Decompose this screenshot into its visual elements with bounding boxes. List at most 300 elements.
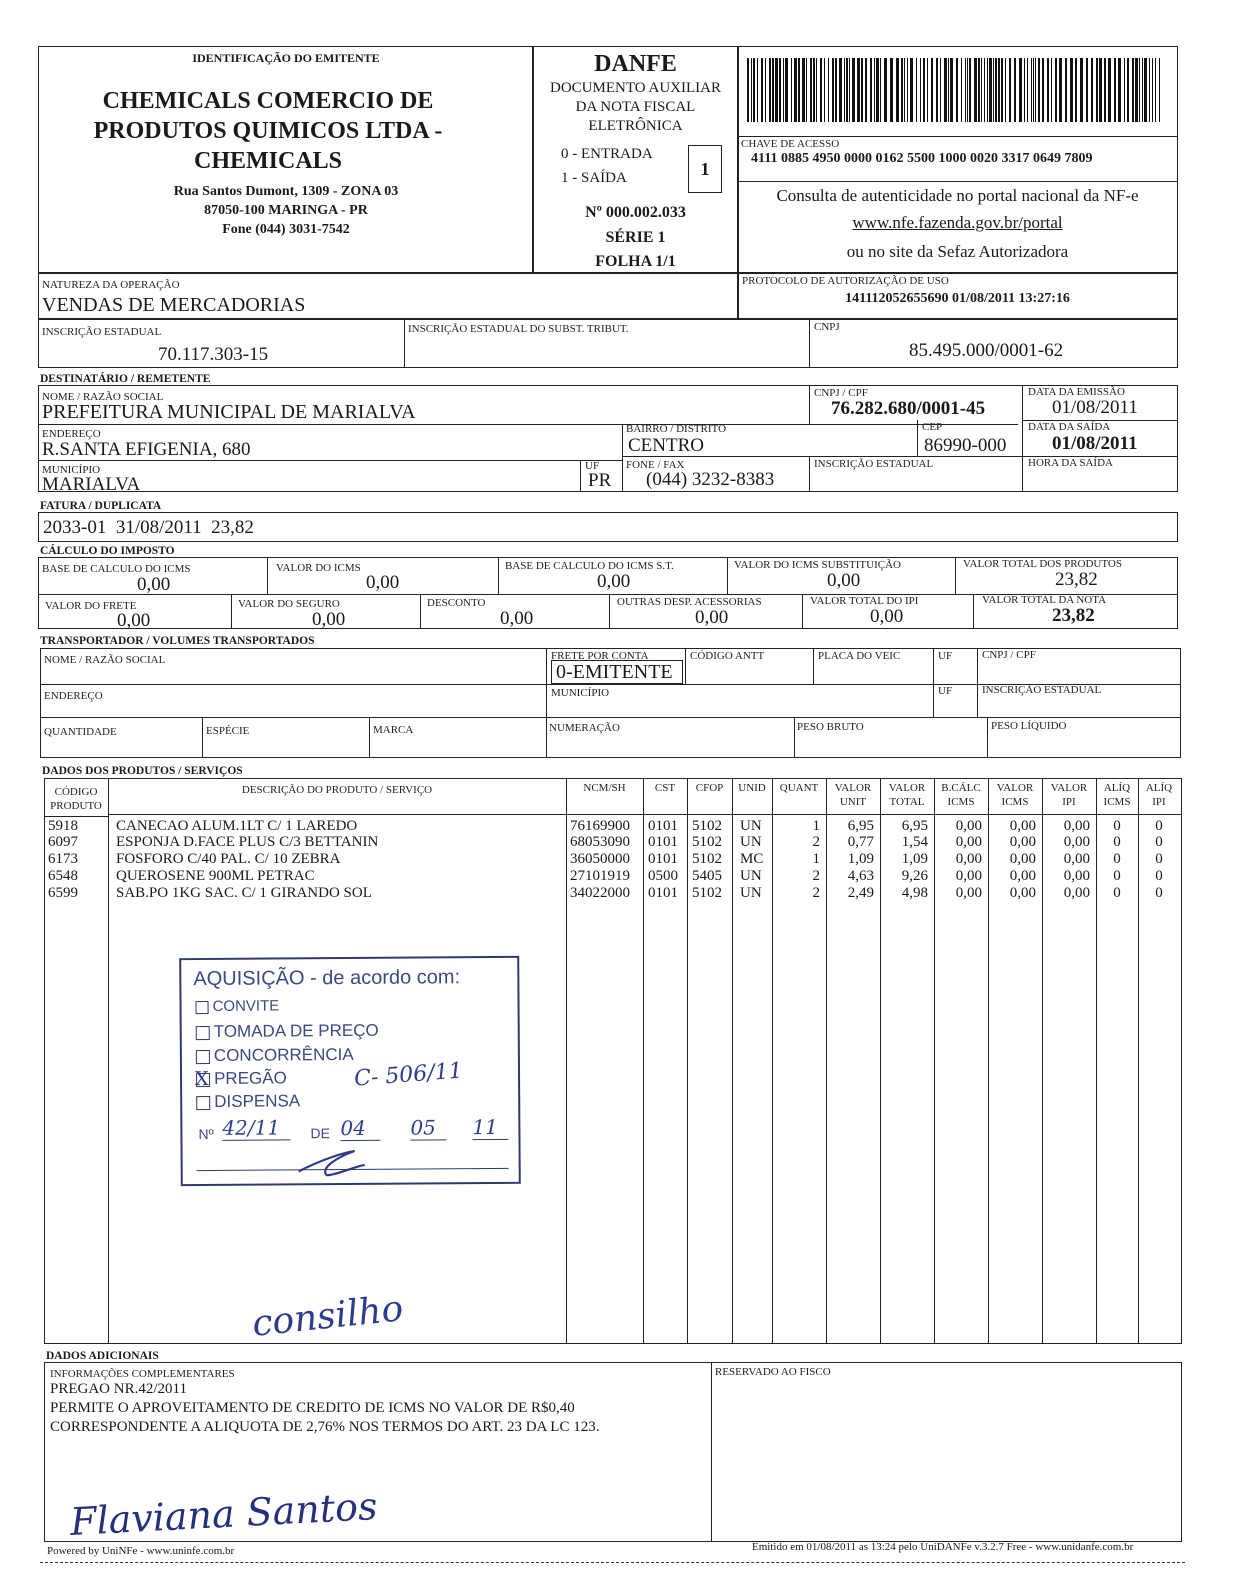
danfe-subtitle-line1: DOCUMENTO AUXILIAR — [550, 80, 721, 96]
col-vtotal-header-l2: TOTAL — [889, 796, 925, 808]
stamp-option-pregao-label: PREGÃO — [213, 1068, 287, 1088]
imposto-section-label: CÁLCULO DO IMPOSTO — [40, 545, 175, 557]
cell-vicms: 0,00 — [1009, 818, 1036, 834]
cell-vtotal: 9,26 — [901, 868, 928, 884]
cell-unid: UN — [740, 834, 762, 850]
barcode-bar — [1139, 58, 1140, 122]
cell-vicms: 0,00 — [1009, 851, 1036, 867]
dest-cep-value: 86990-000 — [924, 435, 1007, 456]
cell-aipi: 0 — [1155, 851, 1163, 867]
dest-municipio-value: MARIALVA — [42, 474, 141, 495]
cnpj-emitente-label: CNPJ — [814, 321, 840, 333]
barcode-bar — [907, 58, 908, 122]
protocolo-label: PROTOCOLO DE AUTORIZAÇÃO DE USO — [742, 275, 949, 287]
cell-codigo: 6548 — [48, 868, 78, 884]
barcode-bar — [923, 58, 925, 122]
info-line2: PERMITE O APROVEITAMENTO DE CREDITO DE ICMS NO VALOR DE R$0,40 — [50, 1400, 575, 1416]
barcode-bar — [944, 58, 947, 122]
cell-vipi: 0,00 — [1063, 818, 1090, 834]
dest-uf-value: PR — [588, 470, 612, 491]
barcode-bar — [998, 58, 1000, 122]
dest-ie-label: INSCRIÇÃO ESTADUAL — [814, 458, 934, 470]
cell-descricao: SAB.PO 1KG SAC. C/ 1 GIRANDO SOL — [116, 885, 372, 901]
protocolo-value: 141112052655690 01/08/2011 13:27:16 — [845, 291, 1070, 306]
barcode-bar — [1086, 58, 1088, 122]
frete-label: VALOR DO FRETE — [45, 600, 137, 612]
col-codigo-header-l1: CÓDIGO — [54, 786, 98, 798]
barcode-bar — [1118, 58, 1121, 122]
stamp-title: AQUISIÇÃO - de acordo com: — [193, 966, 461, 991]
barcode-bar — [967, 58, 968, 122]
barcode-bar — [852, 58, 855, 122]
barcode-bar — [865, 58, 867, 122]
dest-bairro-label: BAIRRO / DISTRITO — [626, 423, 727, 435]
danfe-saida-label: 1 - SAÍDA — [561, 170, 627, 186]
produtos-section-label: DADOS DOS PRODUTOS / SERVIÇOS — [42, 765, 243, 777]
barcode-bar — [791, 58, 792, 122]
barcode-bar — [824, 58, 825, 122]
cell-vtotal: 1,54 — [901, 834, 928, 850]
cell-aipi: 0 — [1155, 868, 1163, 884]
col-aicms-header-l1: ALÍQ — [1103, 782, 1131, 794]
barcode-bar — [950, 58, 953, 122]
barcode-bar — [1144, 58, 1147, 122]
dest-endereco-label: ENDEREÇO — [42, 428, 101, 440]
stamp-date-month: 05 — [410, 1115, 446, 1140]
barcode-bar — [751, 58, 752, 122]
consulta-portal-link[interactable]: www.nfe.fazenda.gov.br/portal — [852, 213, 1063, 232]
frete-value-frame — [551, 660, 683, 684]
barcode-bar — [839, 58, 842, 122]
barcode-bar — [874, 58, 875, 122]
cell-aicms: 0 — [1113, 834, 1121, 850]
col-descricao-header: DESCRIÇÃO DO PRODUTO / SERVIÇO — [241, 784, 433, 796]
transp-especie-label: ESPÉCIE — [206, 725, 250, 737]
dest-bairro-value: CENTRO — [628, 435, 704, 456]
cell-vicms: 0,00 — [1009, 834, 1036, 850]
transp-uf2-label: UF — [938, 685, 953, 697]
barcode-bar — [870, 58, 872, 122]
barcode-bar — [820, 58, 822, 122]
total-produtos-label: VALOR TOTAL DOS PRODUTOS — [963, 558, 1122, 570]
consulta-line1: Consulta de autenticidade no portal nacional da NF-e — [776, 186, 1139, 205]
barcode-bar — [1065, 58, 1067, 122]
barcode-bar — [974, 58, 977, 122]
transp-peso-bruto-label: PESO BRUTO — [797, 721, 864, 733]
barcode-bar — [984, 58, 985, 122]
emitente-name-line1: CHEMICALS COMERCIO DE — [102, 88, 434, 114]
stamp-option-convite — [195, 997, 279, 1015]
cell-unid: UN — [740, 818, 762, 834]
barcode-bar — [1132, 58, 1134, 122]
footer-cut-line — [40, 1562, 1185, 1563]
barcode-bar — [961, 58, 962, 122]
barcode-bar — [901, 58, 903, 122]
dest-hora-label: HORA DA SAÍDA — [1028, 457, 1113, 469]
emitente-name-line3: CHEMICALS — [193, 148, 343, 174]
cell-quant: 2 — [812, 834, 820, 850]
barcode-bar — [978, 58, 980, 122]
cell-aipi: 0 — [1155, 834, 1163, 850]
cell-vunit: 0,77 — [847, 834, 874, 850]
cell-bcalc: 0,00 — [955, 868, 982, 884]
cell-ncm: 34022000 — [570, 885, 630, 901]
seguro-label: VALOR DO SEGURO — [238, 598, 340, 610]
cell-aipi: 0 — [1155, 885, 1163, 901]
stamp-option-pregao — [196, 1068, 287, 1089]
barcode-bar — [993, 58, 994, 122]
barcode-bar — [761, 58, 763, 122]
transp-numeracao-label: NUMERAÇÃO — [549, 722, 620, 734]
col-vipi-header-l1: VALOR — [1050, 782, 1088, 794]
total-ipi-value: 0,00 — [870, 606, 904, 627]
transp-placa-label: PLACA DO VEIC — [818, 650, 901, 662]
barcode-bar — [1127, 58, 1129, 122]
emitente-section-label: IDENTIFICAÇÃO DO EMITENTE — [192, 51, 380, 65]
barcode-bar — [1091, 58, 1093, 122]
col-vicms-header-l1: VALOR — [996, 782, 1034, 794]
transp-ie-label: INSCRIÇÃO ESTADUAL — [982, 684, 1102, 696]
barcode-bar — [765, 58, 766, 122]
barcode-bar — [910, 58, 913, 122]
base-st-value: 0,00 — [597, 571, 631, 592]
pregao-check-mark: X — [194, 1067, 209, 1090]
barcode-bar — [989, 58, 992, 122]
total-nota-value: 23,82 — [1052, 605, 1095, 626]
cell-descricao: FOSFORO C/40 PAL. C/ 10 ZEBRA — [116, 851, 341, 867]
footer-powered-by: Powered by UniNFe - www.uninfe.com.br — [47, 1545, 235, 1557]
barcode-bar — [857, 58, 860, 122]
icms-sub-value: 0,00 — [827, 570, 861, 591]
barcode-bar — [747, 58, 749, 122]
cell-aicms: 0 — [1113, 885, 1121, 901]
barcode-bar — [1152, 58, 1153, 122]
desconto-label: DESCONTO — [427, 597, 486, 609]
cell-vicms: 0,00 — [1009, 885, 1036, 901]
col-bcalc-header-l2: ICMS — [947, 796, 975, 808]
cell-codigo: 6097 — [48, 834, 78, 850]
stamp-de-label: DE — [310, 1125, 330, 1142]
stamp-option-concorrencia-label: CONCORRÊNCIA — [213, 1044, 354, 1065]
transp-peso-liquido-label: PESO LÍQUIDO — [991, 720, 1067, 732]
barcode-bar — [1114, 58, 1116, 122]
danfe-serie: SÉRIE 1 — [605, 229, 666, 246]
barcode-bar — [1009, 58, 1011, 122]
seguro-value: 0,00 — [312, 609, 346, 630]
barcode-bar — [861, 58, 863, 122]
barcode-bar — [779, 58, 781, 122]
cell-ncm: 68053090 — [570, 834, 630, 850]
col-aipi-header-l1: ALÍQ — [1145, 782, 1173, 794]
cell-vipi: 0,00 — [1063, 851, 1090, 867]
cell-cfop: 5405 — [692, 868, 722, 884]
dest-nome-label: NOME / RAZÃO SOCIAL — [42, 391, 164, 403]
transp-uf-label: UF — [938, 650, 953, 662]
transp-cnpj-label: CNPJ / CPF — [982, 649, 1036, 661]
cell-cst: 0101 — [648, 851, 678, 867]
cell-vtotal: 6,95 — [901, 818, 928, 834]
barcode-bar — [965, 58, 966, 122]
total-ipi-label: VALOR TOTAL DO IPI — [810, 595, 919, 607]
dest-saida-label: DATA DA SAÍDA — [1028, 421, 1111, 433]
barcode-bar — [1149, 58, 1150, 122]
cnpj-emitente-value: 85.495.000/0001-62 — [909, 340, 1064, 361]
reservado-fisco-label: RESERVADO AO FISCO — [715, 1366, 831, 1378]
stamp-date-day: 04 — [340, 1116, 380, 1141]
stamp-option-tomada-label: TOMADA DE PREÇO — [213, 1020, 379, 1041]
barcode-bar — [1108, 58, 1111, 122]
barcode-bar — [802, 58, 805, 122]
dest-cep-label: CEP — [922, 421, 943, 433]
cell-descricao: CANECAO ALUM.1LT C/ 1 LAREDO — [116, 818, 358, 834]
dest-saida-value: 01/08/2011 — [1052, 433, 1138, 454]
col-quant-header: QUANT — [779, 782, 819, 794]
col-vtotal-header-l1: VALOR — [888, 782, 926, 794]
col-unid-header: UNID — [738, 782, 766, 794]
barcode-bar — [896, 58, 899, 122]
barcode-bar — [769, 58, 771, 122]
cell-aicms: 0 — [1113, 818, 1121, 834]
emitente-address-line2: 87050-100 MARINGA - PR — [204, 203, 368, 218]
natureza-label: NATUREZA DA OPERAÇÃO — [42, 279, 180, 291]
dest-nome-value: PREFEITURA MUNICIPAL DE MARIALVA — [42, 401, 416, 423]
cell-bcalc: 0,00 — [955, 818, 982, 834]
cell-quant: 2 — [812, 868, 820, 884]
transp-quantidade-label: QUANTIDADE — [44, 726, 117, 738]
fatura-value: 2033-01 31/08/2011 23,82 — [43, 517, 254, 538]
cell-codigo: 5918 — [48, 818, 78, 834]
barcode-bar — [890, 58, 893, 122]
barcode-bar — [1155, 58, 1156, 122]
barcode-bar — [1005, 58, 1006, 122]
checkbox-checked-icon — [194, 1067, 210, 1090]
cell-quant: 1 — [812, 851, 820, 867]
barcode-bar — [785, 58, 788, 122]
col-cfop-header: CFOP — [695, 782, 724, 794]
barcode-bar — [753, 58, 755, 122]
barcode-bar — [904, 58, 905, 122]
cell-unid: UN — [740, 885, 762, 901]
base-icms-value: 0,00 — [137, 574, 171, 595]
barcode-bar — [931, 58, 933, 122]
transp-marca-label: MARCA — [373, 724, 414, 736]
barcode-bar — [772, 58, 774, 122]
cell-vipi: 0,00 — [1063, 885, 1090, 901]
barcode-bar — [1075, 58, 1077, 122]
barcode-bar — [844, 58, 845, 122]
cell-vicms: 0,00 — [1009, 868, 1036, 884]
danfe-entrada-label: 0 - ENTRADA — [561, 146, 653, 162]
cell-cfop: 5102 — [692, 885, 722, 901]
barcode-bar — [1142, 58, 1143, 122]
barcode-bar — [1051, 58, 1052, 122]
barcode-bar — [816, 58, 817, 122]
cell-vipi: 0,00 — [1063, 868, 1090, 884]
barcode-bar — [1038, 58, 1040, 122]
cell-vipi: 0,00 — [1063, 834, 1090, 850]
desconto-value: 0,00 — [500, 608, 534, 629]
danfe-subtitle-line2: DA NOTA FISCAL — [575, 99, 696, 115]
dest-cnpj-label: CNPJ / CPF — [814, 387, 868, 399]
barcode-bar — [940, 58, 941, 122]
dest-emissao-label: DATA DA EMISSÃO — [1028, 386, 1125, 398]
cell-codigo: 6173 — [48, 851, 78, 867]
cell-bcalc: 0,00 — [955, 851, 982, 867]
barcode-bar — [920, 58, 921, 122]
barcode-bar — [828, 58, 829, 122]
consulta-line3: ou no site da Sefaz Autorizadora — [846, 242, 1069, 261]
barcode-bar — [1080, 58, 1083, 122]
barcode-bar — [1055, 58, 1057, 122]
col-bcalc-header-l1: B.CÁLC — [941, 782, 981, 794]
danfe-title: DANFE — [594, 51, 677, 77]
checkbox-icon — [196, 1025, 210, 1039]
natureza-value: VENDAS DE MERCADORIAS — [42, 294, 306, 316]
cell-cfop: 5102 — [692, 818, 722, 834]
transp-frete-value: 0-EMITENTE — [556, 661, 673, 683]
danfe-folha: FOLHA 1/1 — [595, 253, 676, 270]
emitente-name-line2: PRODUTOS QUIMICOS LTDA - — [93, 118, 443, 144]
barcode-bar — [1019, 58, 1022, 122]
transp-endereco-label: ENDEREÇO — [44, 690, 103, 702]
dest-cnpj-value: 76.282.680/0001-45 — [831, 398, 986, 419]
dest-fone-value: (044) 3232-8383 — [646, 469, 775, 490]
barcode-bar — [1159, 58, 1160, 122]
aquisicao-stamp — [179, 956, 521, 1186]
valor-icms-value: 0,00 — [366, 572, 400, 593]
danfe-numero: Nº 000.002.033 — [585, 204, 686, 221]
danfe-subtitle-line3: ELETRÔNICA — [588, 118, 683, 134]
total-produtos-value: 23,82 — [1055, 569, 1098, 590]
barcode-bar — [1027, 58, 1028, 122]
transp-antt-label: CÓDIGO ANTT — [690, 650, 765, 662]
barcode-bar — [1033, 58, 1034, 122]
stamp-option-concorrencia — [196, 1045, 354, 1066]
cell-descricao: QUEROSENE 900ML PETRAC — [116, 868, 315, 884]
transp-frete-label: FRETE POR CONTA — [551, 650, 649, 662]
inscricao-estadual-value: 70.117.303-15 — [158, 344, 269, 365]
cell-vunit: 1,09 — [847, 851, 874, 867]
barcode-bar — [1047, 58, 1049, 122]
barcode-bar — [783, 58, 784, 122]
cell-cst: 0500 — [648, 868, 678, 884]
barcode-bar — [876, 58, 879, 122]
cell-quant: 1 — [812, 818, 820, 834]
barcode-bar — [880, 58, 881, 122]
cell-unid: MC — [740, 851, 764, 867]
barcode-bar — [849, 58, 850, 122]
barcode-bar — [1059, 58, 1062, 122]
col-vipi-header-l2: IPI — [1062, 796, 1076, 808]
barcode — [745, 58, 1165, 122]
valor-icms-label: VALOR DO ICMS — [276, 562, 361, 574]
base-icms-label: BASE DE CALCULO DO ICMS — [42, 563, 191, 575]
footer-emitido: Emitido em 01/08/2011 as 13:24 pelo UniDANFe v.3.2.7 Free - www.unidanfe.com.br — [752, 1541, 1134, 1553]
cell-cfop: 5102 — [692, 834, 722, 850]
handwritten-signature: Flaviana Santos — [69, 1483, 379, 1545]
chave-label: CHAVE DE ACESSO — [741, 138, 840, 150]
cell-bcalc: 0,00 — [955, 885, 982, 901]
col-vunit-header-l2: UNIT — [839, 796, 867, 808]
barcode-bar — [794, 58, 797, 122]
handwritten-note-consilho: consilho — [250, 1288, 406, 1345]
icms-sub-label: VALOR DO ICMS SUBSTITUIÇÃO — [734, 559, 901, 571]
stamp-option-dispensa — [196, 1091, 300, 1112]
barcode-bar — [981, 58, 982, 122]
barcode-bar — [1024, 58, 1025, 122]
barcode-bar — [995, 58, 997, 122]
cell-vunit: 6,95 — [847, 818, 874, 834]
total-nota-label: VALOR TOTAL DA NOTA — [982, 594, 1107, 606]
stamp-option-tomada — [196, 1021, 379, 1042]
stamp-handwritten-ref: C- 506/11 — [353, 1058, 464, 1092]
barcode-bar — [1001, 58, 1003, 122]
transp-nome-label: NOME / RAZÃO SOCIAL — [44, 654, 166, 666]
barcode-bar — [810, 58, 812, 122]
barcode-bar — [846, 58, 848, 122]
transporte-section-label: TRANSPORTADOR / VOLUMES TRANSPORTADOS — [40, 635, 315, 647]
fatura-section-label: FATURA / DUPLICATA — [40, 500, 162, 512]
barcode-bar — [948, 58, 949, 122]
base-st-label: BASE DE CALCULO DO ICMS S.T. — [505, 560, 674, 572]
barcode-bar — [798, 58, 800, 122]
inscricao-estadual-label: INSCRIÇÃO ESTADUAL — [42, 326, 162, 338]
checkbox-icon — [196, 1049, 210, 1063]
destinatario-section-label: DESTINATÁRIO / REMETENTE — [40, 373, 211, 385]
outras-desp-label: OUTRAS DESP. ACESSORIAS — [617, 596, 762, 608]
adicionais-section-label: DADOS ADICIONAIS — [46, 1350, 159, 1362]
cell-quant: 2 — [812, 885, 820, 901]
barcode-bar — [1104, 58, 1106, 122]
danfe-tipo-box: 1 — [688, 145, 722, 193]
stamp-rubric-scribble — [293, 1145, 383, 1180]
barcode-bar — [1124, 58, 1125, 122]
cell-bcalc: 0,00 — [955, 834, 982, 850]
dest-uf-label: UF — [585, 460, 600, 472]
info-complementares-label: INFORMAÇÕES COMPLEMENTARES — [50, 1368, 235, 1380]
cell-cst: 0101 — [648, 818, 678, 834]
cell-aicms: 0 — [1113, 868, 1121, 884]
stamp-date-year: 11 — [472, 1115, 508, 1140]
cell-aipi: 0 — [1155, 818, 1163, 834]
barcode-bar — [916, 58, 917, 122]
cell-vunit: 2,49 — [847, 885, 874, 901]
transp-municipio-label: MUNICÍPIO — [551, 687, 610, 699]
stamp-no-label: Nº — [198, 1125, 214, 1143]
emitente-phone: Fone (044) 3031-7542 — [222, 222, 350, 237]
col-vicms-header-l2: ICMS — [1001, 796, 1029, 808]
stamp-option-convite-label: CONVITE — [212, 997, 280, 1015]
cell-cfop: 5102 — [692, 851, 722, 867]
cell-descricao: ESPONJA D.FACE PLUS C/3 BETTANIN — [116, 834, 379, 850]
cell-codigo: 6599 — [48, 885, 78, 901]
cell-vtotal: 1,09 — [901, 851, 928, 867]
cell-ncm: 27101919 — [570, 868, 630, 884]
checkbox-icon — [196, 1095, 210, 1109]
cell-ncm: 36050000 — [570, 851, 630, 867]
info-line1: PREGAO NR.42/2011 — [50, 1381, 187, 1397]
barcode-bar — [775, 58, 778, 122]
stamp-no-value: 42/11 — [222, 1115, 290, 1140]
cell-unid: UN — [740, 868, 762, 884]
col-vunit-header-l1: VALOR — [834, 782, 872, 794]
emitente-address-line1: Rua Santos Dumont, 1309 - ZONA 03 — [173, 184, 399, 199]
barcode-bar — [1099, 58, 1102, 122]
barcode-bar — [806, 58, 807, 122]
stamp-option-dispensa-label: DISPENSA — [214, 1091, 301, 1111]
barcode-bar — [1042, 58, 1044, 122]
barcode-bar — [1135, 58, 1138, 122]
